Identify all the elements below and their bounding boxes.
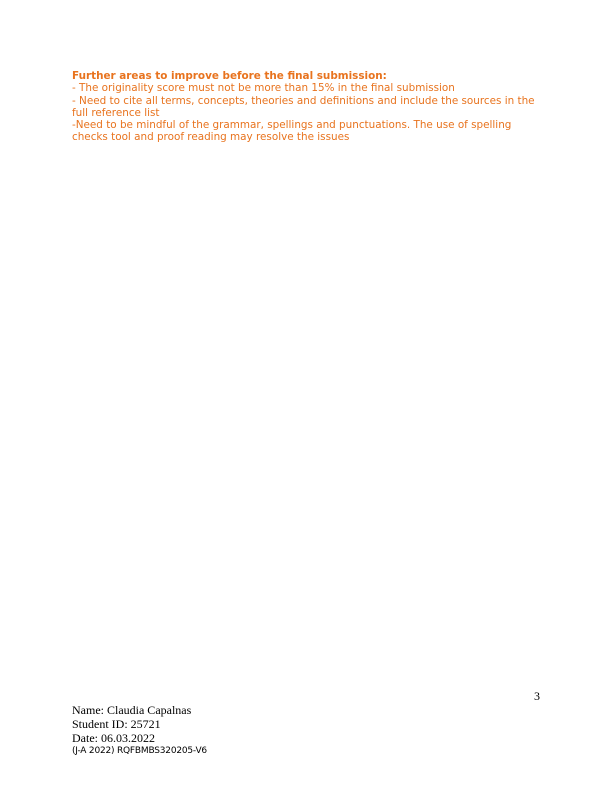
footer [72,703,207,757]
footer-date: Date: 06.03.2022 [72,731,155,745]
feedback-item-originality: - The originality score must not be more than 15% in the final submission [72,82,455,95]
feedback-item-citations: - Need to cite all terms, concepts, theories and definitions and include the sources in the full reference list [72,94,535,119]
page-number: 3 [534,689,540,703]
footer-student-id: Student ID: 25721 [72,717,161,731]
feedback-heading: Further areas to improve before the final submission: [72,70,387,82]
footer-document-code: (J-A 2022) RQFBMBS320205-V6 [72,746,207,756]
footer-name: Name: Claudia Capalnas [72,703,192,717]
feedback-section [72,70,547,144]
feedback-item-grammar: -Need to be mindful of the grammar, spellings and punctuations. The use of spelling checks tool and proof reading may resolve the issues [72,119,512,144]
